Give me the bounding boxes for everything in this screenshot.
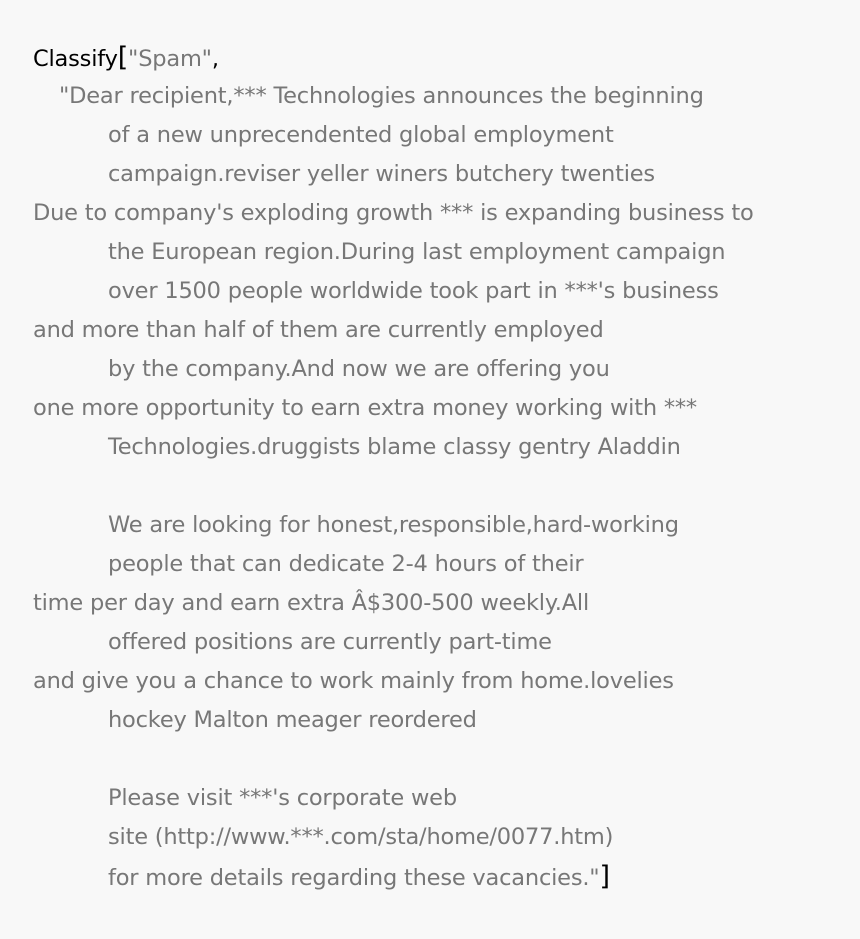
message-line-text: Technologies.druggists blame classy gentry Aladdin [108,434,681,460]
message-line [33,428,853,467]
class-string: Spam [138,46,202,72]
message-string [33,77,853,896]
message-line [33,311,853,350]
message-line-text: one more opportunity to earn extra money working with *** [33,395,697,421]
message-line [33,545,853,584]
message-line [33,116,853,155]
open-bracket: [ [117,42,129,73]
code-line-header [33,38,853,77]
message-line-text: and give you a chance to work mainly from home.lovelies [33,668,674,694]
close-bracket: ] [599,861,610,892]
message-line-text: "Dear recipient,*** Technologies announces the beginning [59,83,704,109]
message-line [33,623,853,662]
message-line [33,857,853,896]
message-line [33,506,853,545]
message-line-text: and more than half of them are currently employed [33,317,604,343]
message-line [33,272,853,311]
message-line-text: time per day and earn extra Â$300-500 weekly.All [33,590,589,616]
message-line-text: for more details regarding these vacancies." [108,865,600,891]
message-line [33,467,853,506]
message-line [33,233,853,272]
message-line-text: offered positions are currently part-time [108,629,552,655]
function-name: Classify [33,46,118,72]
message-line [33,584,853,623]
message-line [33,155,853,194]
message-line [33,194,853,233]
message-line [33,389,853,428]
message-line-text: hockey Malton meager reordered [108,707,477,733]
message-line-text: the European region.During last employment campaign [108,239,726,265]
code-cell[interactable] [33,38,853,896]
class-string-open-quote: " [128,46,139,72]
message-line [33,740,853,779]
message-line-text: over 1500 people worldwide took part in ***'s business [108,278,719,304]
message-line [33,662,853,701]
message-line-text: people that can dedicate 2-4 hours of their [108,551,584,577]
message-line-text: by the company.And now we are offering you [108,356,610,382]
message-line [33,350,853,389]
message-line [33,701,853,740]
message-line-text: site (http://www.***.com/sta/home/0077.htm) [108,824,614,850]
message-line [33,77,853,116]
message-line-text: of a new unprecendented global employment [108,122,614,148]
message-line-text: Please visit ***'s corporate web [108,785,457,811]
message-line-text: We are looking for honest,responsible,hard-working [108,512,679,538]
message-line-text: Due to company's exploding growth *** is expanding business to [33,200,754,226]
message-line [33,779,853,818]
argument-comma: , [211,46,219,72]
class-string-close-quote: " [201,46,212,72]
message-line [33,818,853,857]
message-line-text: campaign.reviser yeller winers butchery twenties [108,161,655,187]
